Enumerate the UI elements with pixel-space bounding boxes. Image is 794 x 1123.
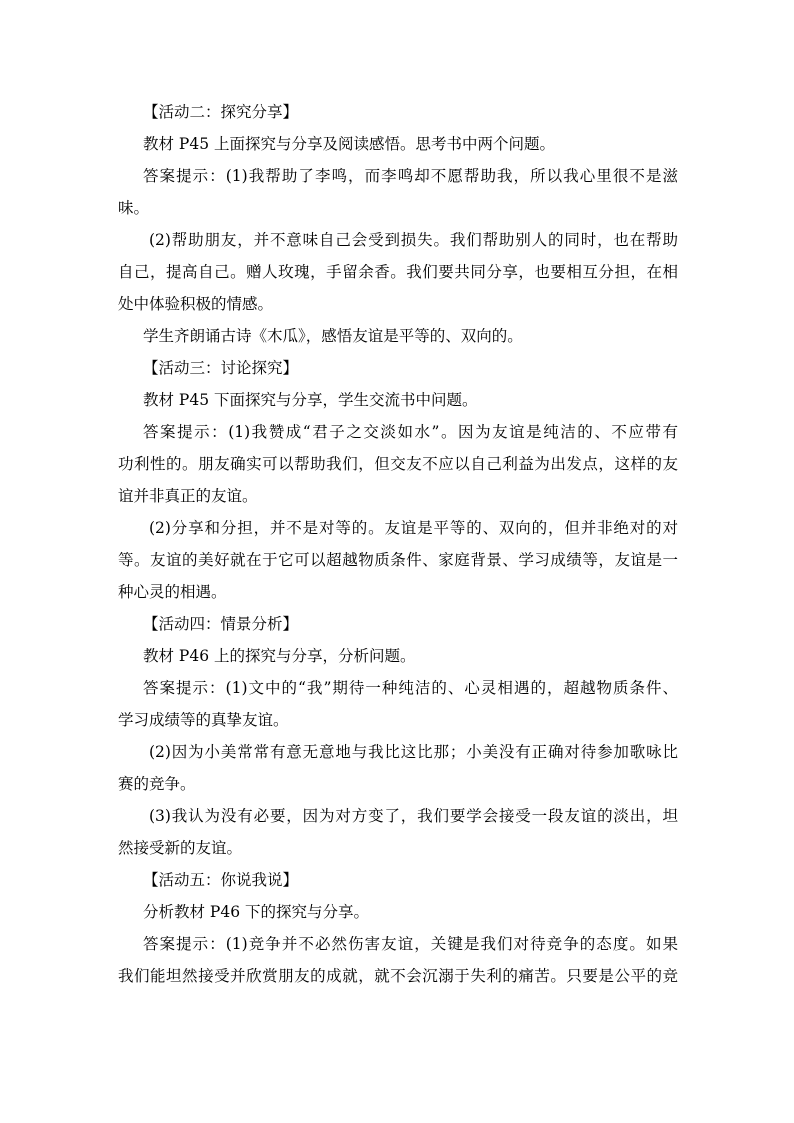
paragraph-line: 味。 (118, 199, 150, 217)
paragraph-line: 答案提示：(1)我帮助了李鸣，而李鸣却不愿帮助我，所以我心里很不是滋 (143, 167, 678, 185)
paragraph-line: 我们能坦然接受并欣赏朋友的成就，就不会沉溺于失利的痛苦。只要是公平的竞 (118, 967, 678, 985)
paragraph-line: 答案提示：(1)我赞成“君子之交淡如水”。因为友谊是纯洁的、不应带有 (143, 423, 678, 441)
section-heading-activity-3: 【活动三：讨论探究】 (143, 359, 299, 377)
paragraph-line: 种心灵的相遇。 (118, 583, 227, 601)
paragraph-line: (3)我认为没有必要，因为对方变了，我们要学会接受一段友谊的淡出，坦 (149, 807, 678, 825)
paragraph-line: 教材 P46 上的探究与分享，分析问题。 (143, 647, 416, 665)
paragraph-line: (2)帮助朋友，并不意味自己会受到损失。我们帮助别人的同时，也在帮助 (149, 231, 678, 249)
paragraph-line: 谊并非真正的友谊。 (118, 487, 258, 505)
paragraph-line: 答案提示：(1)文中的“我”期待一种纯洁的、心灵相遇的，超越物质条件、 (143, 679, 678, 697)
paragraph-line: 答案提示：(1)竞争并不必然伤害友谊，关键是我们对待竞争的态度。如果 (143, 935, 678, 953)
paragraph-line: 自己，提高自己。赠人玫瑰，手留余香。我们要共同分享，也要相互分担，在相 (118, 263, 678, 281)
paragraph-line: 等。友谊的美好就在于它可以超越物质条件、家庭背景、学习成绩等，友谊是一 (118, 551, 678, 569)
paragraph-line: 分析教材 P46 下的探究与分享。 (143, 903, 370, 921)
paragraph-line: (2)分享和分担，并不是对等的。友谊是平等的、双向的，但并非绝对的对 (149, 519, 678, 537)
paragraph-line: 教材 P45 下面探究与分享，学生交流书中问题。 (143, 391, 478, 409)
section-heading-activity-5: 【活动五：你说我说】 (143, 871, 299, 889)
paragraph-line: 处中体验积极的情感。 (118, 295, 274, 313)
paragraph-line: 赛的竞争。 (118, 775, 196, 793)
paragraph-line: 然接受新的友谊。 (118, 839, 243, 857)
section-heading-activity-2: 【活动二：探究分享】 (143, 103, 299, 121)
section-heading-activity-4: 【活动四：情景分析】 (143, 615, 299, 633)
paragraph-line: (2)因为小美常常有意无意地与我比这比那；小美没有正确对待参加歌咏比 (149, 743, 678, 761)
paragraph-line: 教材 P45 上面探究与分享及阅读感悟。思考书中两个问题。 (143, 135, 556, 153)
paragraph-line: 功利性的。朋友确实可以帮助我们，但交友不应以自己利益为出发点，这样的友 (118, 455, 678, 473)
paragraph-line: 学生齐朗诵古诗《木瓜》，感悟友谊是平等的、双向的。 (143, 327, 523, 345)
paragraph-line: 学习成绩等的真挚友谊。 (118, 711, 289, 729)
